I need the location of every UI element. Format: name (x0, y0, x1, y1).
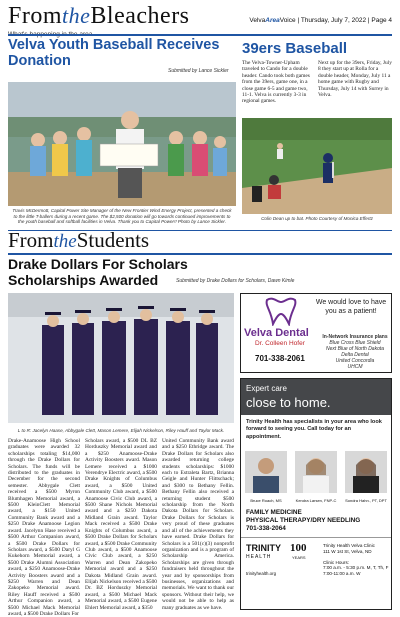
39ers-headline: 39ers Baseball (242, 40, 348, 57)
students-title-from: From (8, 228, 54, 252)
provider-name: Bruce Roach, MS (250, 498, 282, 503)
issue-info (249, 17, 392, 24)
provider-photo (245, 451, 287, 493)
service-physical-therapy: PHYSICAL THERAPY/DRY NEEDLING (246, 517, 361, 524)
scholarship-column-2: Scholars award, a $500 DL BZ Horduszky Memorial award and a $250 Anamoose-Drake Activity Boosters award. Mason Lemere received a $1000 Verendrye Electric award, a $500 Drake Knights of Columbus award, a $500 United Community Club award, a $500 Anamoose Civic Club award, a $500 Shane Nichols Memorial award and a $250 Dakota Midland Grain award. Taylor Mack received a $500 Drake Knights of Columbus award, a $500 Drake Dollars for Scholars award, a $500 Drake Community Club award, a $500 Anamoose Civic Club award, a $250 Warren and Dean Zakopeko Memorial award and a $250 Dakota Midland Grain award. Elijah Nickelson received a $500 Dr. BZ Horduszky Memorial award, a $500 Michael Mack Memorial award, a $500 Eugene Ehlert Memorial award, a $350 (85, 438, 158, 611)
provider-card (295, 451, 337, 503)
provider-card (245, 451, 287, 503)
trinity-years-label: YEARS (292, 555, 306, 560)
scholarship-headline: Drake Dollars For Scholars Scholarships Awarded (8, 256, 188, 288)
title-the: the (62, 3, 91, 28)
39ers-photo (242, 118, 392, 214)
scholarship-column-1: Drake-Anamoose High School graduates were awarded 32 scholarships totaling $14,000 through the Drake Dollars for Scholars. The funds will be distributed to the graduates in December for the second semester. Abbygale Clett received a $500 Myron Blumhagen Memorial award, a $500 KleinClett Memorial award, a $150 United Community Bank award and a $250 Drake Anamoose Legion award. Jacelynn Hase received a $500 Arthur Companion award, a $500 Drake Dollars for Scholars award, a $500 Daryl G Kukehorn Memorial award, a $500 Drake Alumni Association award, a $250 Anamoose-Drake Activity Boosters award and a $250 Warren and Dean Zakopeko Memorial award. Riley Hauff received a $500 Arthur Companion award, a $500 Michael Mack Memorial award, a $500 Drake Dollars For (8, 438, 80, 617)
banner-line-2: close to home. (246, 395, 331, 410)
trinity-url[interactable]: trinityhealth.org (246, 571, 277, 576)
dental-tagline: We would love to have you as a patient! (315, 299, 387, 315)
issue-date-page: | Thursday, July 7, 2022 | Page 4 (297, 17, 392, 24)
trinity-health-ad (240, 378, 392, 610)
dental-clinic-name: Velva Dental (244, 327, 309, 339)
donation-byline: Submitted by Lance Sickler (168, 68, 229, 74)
velva-dental-ad (240, 293, 392, 373)
graduates-photo (8, 293, 234, 423)
insurance-item: United Concordia (335, 358, 375, 364)
title-from: From (8, 3, 63, 29)
trinity-100-years: 100 (290, 542, 307, 554)
graduates-photo-illustration (8, 293, 234, 423)
trinity-banner (241, 379, 391, 415)
clinic-name: Trinity Health Velva Clinic (323, 543, 375, 548)
clinic-address: 111 W 1st St, Velva, ND (323, 548, 372, 554)
insurance-item: Blue Cross Blue Shield (329, 340, 381, 346)
insurance-item: UHCM (347, 364, 363, 370)
dental-phone: 701-338-2061 (255, 354, 305, 363)
title-section: Bleachers (90, 3, 190, 29)
graduates-caption: L to R: Jacelyn Haase, Abbygale Clett, Mason Lemere, Elijah Nickelson, Riley Hauff and Taylor Mack. (17, 428, 225, 433)
trinity-divider (241, 537, 391, 538)
donation-photo (8, 82, 236, 206)
donation-caption: Travis McDermott, Capital Power Site Manager of the New Frontier Wind Energy Project, presented a check to the little T-ballers during a recent game. The $2,500 donation will go towards continued improvements to the youth baseball and softball facilities in Velva. Thank you to Capital Power!! Photo by Lance Sickler. (12, 208, 232, 225)
insurance-item: Delta Dental (341, 352, 369, 358)
services-phone: 701-338-2064 (246, 525, 286, 532)
masthead-rule (8, 34, 392, 36)
trinity-logo-name: TRINITY (246, 543, 281, 553)
service-family-medicine: FAMILY MEDICINE (246, 509, 302, 516)
paper-name-a: Velva (249, 17, 266, 24)
insurance-item: Next Blue of North Dakota (325, 346, 385, 352)
hours-line-2: 7:00-11:00 a.m. W (323, 571, 361, 577)
provider-photo (345, 451, 387, 493)
hours-line-1: 7:00 a.m. - 5:30 p.m. M, T, Th, F (323, 565, 389, 571)
donation-headline (8, 38, 233, 69)
39ers-column-2: Next up for the 39ers, Friday, July 8 they start up at Rolla for a double header, Monday, July 11 a home game with Rugby and Thursday, July 14 with Surrey in Velva. (318, 60, 392, 99)
donation-photo-illustration (8, 82, 236, 206)
paper-name-b: Area (265, 17, 280, 24)
scholarship-column-3: United Community Bank award and a $250 Ethridge award. The Drake Dollars for Scholars also awarded returning college students scholarships: $1000 each to Estraleta Bartz, Brianna Geigle and Hunter Flittschack; and $300 to Bethany Fellin. Bethany Fellin also received a returning student $500 scholarship from the North Dakota Dollars for Scholars. Drake Dollars for Scholars is very proud of these graduates and all of the achievements they have earned. Drake Dollars for Scholars is a 501(c)(3) nonprofit organization and is a program of Scholarship America. Scholarships are given through fundraisers held throughout the year and by sponsorships from businesses, organizations and memorials. We want to thank our sponsors. Without their help, we would not be able to help as many graduates as we have. (162, 438, 234, 611)
paper-name-c: Voice (279, 17, 296, 24)
students-section-title (8, 228, 149, 253)
insurance-heading: In-Network Insurance plans (322, 334, 388, 340)
donation-headline-text: Velva Youth Baseball Receives Donation (8, 37, 220, 69)
scholarship-byline: Submitted by Drake Dollars for Scholars, Dawn Kimle (176, 278, 295, 284)
trinity-logo (246, 543, 316, 567)
trinity-blurb: Trinity Health has specialists in your area who look forward to seeing you. Call today for an appointment. (246, 419, 382, 440)
provider-name: Kendra Larsen, FNP-C (295, 498, 337, 503)
provider-name: Sondra Hahn., PT, DPT (345, 498, 387, 503)
39ers-caption: Colin Dean up to bat. Photo Courtesy of Monica Effertz (261, 216, 373, 221)
banner-line-1: Expert care (246, 384, 287, 393)
students-title-section: Students (76, 228, 150, 252)
provider-card (345, 451, 387, 503)
tooth-logo-icon (263, 296, 299, 326)
students-title-the: the (53, 231, 77, 252)
trinity-services (246, 509, 386, 533)
39ers-column-1: The Velva-Towner-Upham traveled to Cando for a double header. Cando took both games from the 39ers, game one, in a close game 6-5 and game two, 11-1. Velva is currently 3-3 in regional games. (242, 60, 310, 105)
dental-insurance (321, 334, 389, 370)
trinity-clinic-info (323, 543, 389, 577)
provider-photo (295, 451, 337, 493)
39ers-photo-illustration (242, 118, 392, 214)
section-title (8, 3, 190, 30)
trinity-logo-sub: HEALTH (246, 554, 272, 560)
hours-label: Clinic Hours: (323, 559, 350, 565)
students-rule (8, 253, 392, 255)
dental-doctor-name: Dr. Colleen Hofer (255, 340, 305, 347)
